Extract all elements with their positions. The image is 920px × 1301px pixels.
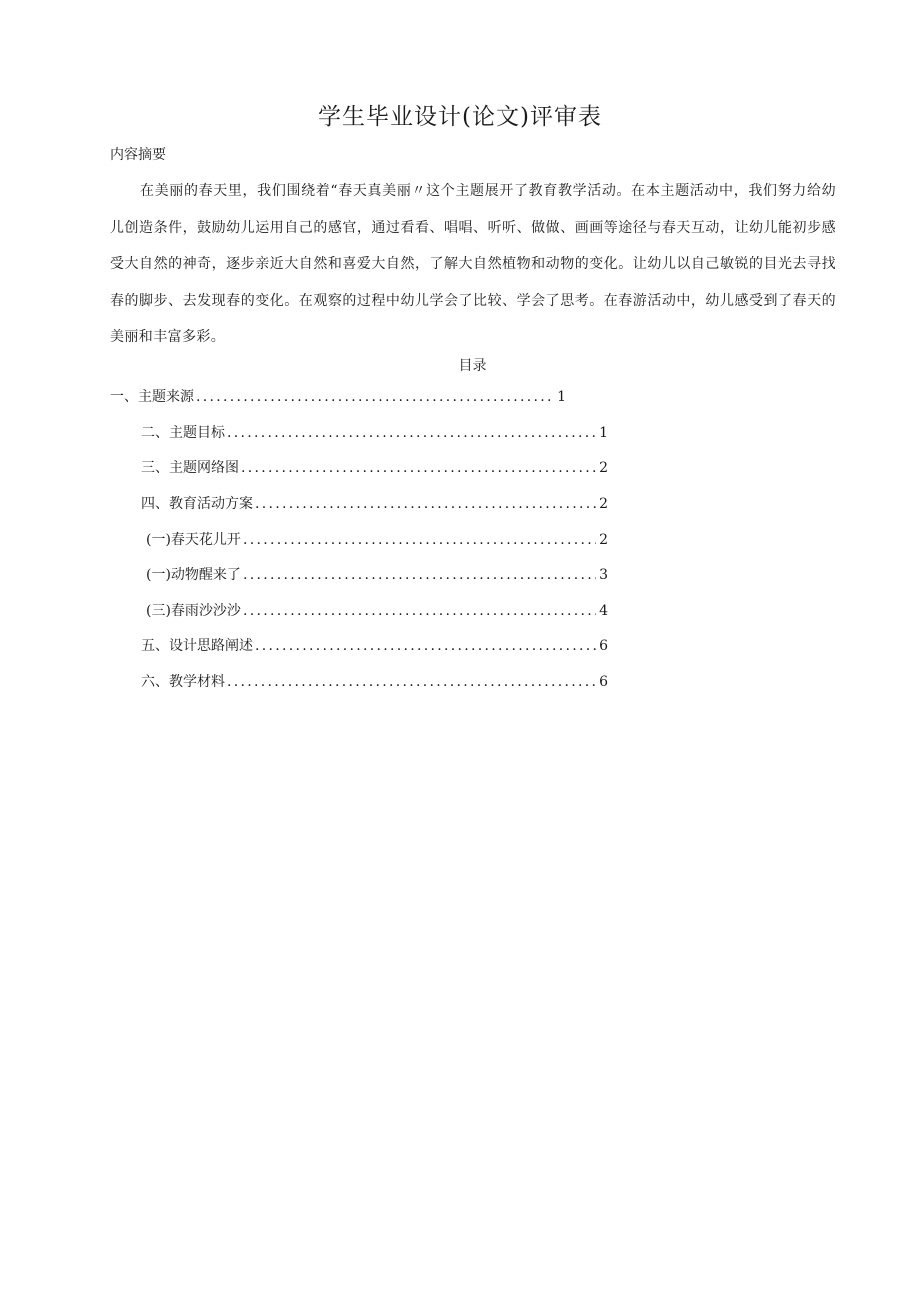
toc-dot-leader xyxy=(243,565,596,585)
toc-entry-theme-source xyxy=(110,387,566,407)
toc-entry-animals-awake xyxy=(146,565,608,585)
toc-entry-label: 五、设计思路阐述 xyxy=(141,638,253,654)
toc-dot-leader xyxy=(227,672,596,692)
toc-entry-label: (一)春天花儿开 xyxy=(146,532,241,548)
toc-dot-leader xyxy=(255,636,596,656)
toc-entry-label: 四、教育活动方案 xyxy=(141,496,253,512)
abstract-body: 在美丽的春天里，我们围绕着“春天真美丽〃这个主题展开了教育教学活动。在本主题活动中，我们努力给幼儿创造条件，鼓励幼儿运用自己的感官，通过看看、唱唱、听听、做做、画画等途径与春天互动，让幼儿能初步感受大自然的神奇，逐步亲近大自然和喜爱大自然，了解大自然植物和动物的变化。让幼儿以自己敏锐的目光去寻找春的脚步、去发现春的变化。在观察的过程中幼儿学会了比较、学会了思考。在春游活动中，幼儿感受到了春天的美丽和丰富多彩。 xyxy=(110,183,836,345)
document-title: 学生毕业设计(论文)评审表 xyxy=(318,104,602,130)
toc-entry-spring-rain xyxy=(146,601,608,621)
toc-entry-label: (三)春雨沙沙沙 xyxy=(146,603,241,619)
toc-page-number: 2 xyxy=(599,532,608,548)
toc-page-number: 1 xyxy=(599,425,608,441)
toc-title: 目录 xyxy=(458,358,487,374)
toc-page-number: 4 xyxy=(599,603,608,619)
toc-page-number: 6 xyxy=(599,674,608,690)
toc-page-number: 2 xyxy=(599,460,608,476)
toc-entry-design-rationale xyxy=(141,636,608,656)
toc-dot-leader xyxy=(196,387,554,407)
toc-entry-theme-network xyxy=(141,458,608,478)
toc-entry-activity-plans xyxy=(141,494,608,514)
toc-dot-leader xyxy=(241,458,596,478)
toc-entry-teaching-materials xyxy=(141,672,608,692)
toc-entry-label: 六、教学材料 xyxy=(141,674,225,690)
toc-entry-spring-flowers xyxy=(146,530,608,550)
toc-entry-label: 三、主题网络图 xyxy=(141,460,239,476)
toc-page-number: 6 xyxy=(599,638,608,654)
toc-dot-leader xyxy=(255,494,596,514)
toc-page-number: 1 xyxy=(557,389,566,405)
abstract-label: 内容摘要 xyxy=(110,147,166,163)
toc-entry-theme-goals xyxy=(141,423,608,443)
toc-page-number: 2 xyxy=(599,496,608,512)
toc-dot-leader xyxy=(227,423,596,443)
toc-entry-label: 二、主题目标 xyxy=(141,425,225,441)
toc-dot-leader xyxy=(243,530,596,550)
toc-dot-leader xyxy=(243,601,596,621)
toc-entry-label: 一、主题来源 xyxy=(110,389,194,405)
toc-entry-label: (一)动物醒来了 xyxy=(146,567,241,583)
toc-page-number: 3 xyxy=(599,567,608,583)
